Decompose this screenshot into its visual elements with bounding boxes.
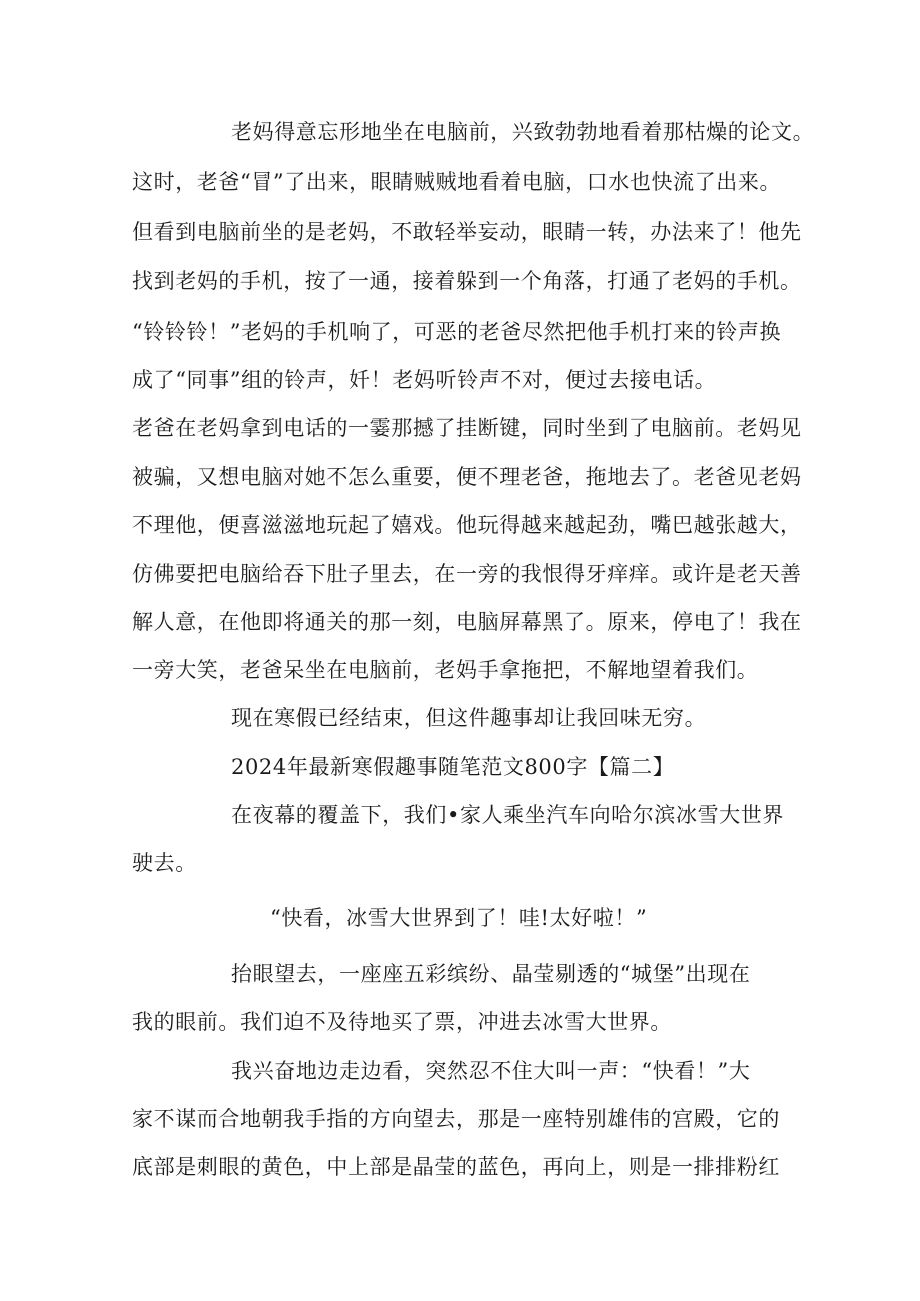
paragraph-line: 这时，老爸“冒”了出来，眼睛贼贼地看着电脑，口水也快流了出来。 bbox=[132, 170, 782, 194]
paragraph-line: 现在寒假已经结束，但这件趣事却让我回味无穷。 bbox=[231, 706, 707, 730]
quote-line: “快看，冰雪大世界到了！哇!太好啦！” bbox=[270, 906, 648, 930]
paragraph-line: 不理他，便喜滋滋地玩起了嬉戏。他玩得越来越起劲，嘴巴越张越大， bbox=[132, 513, 802, 537]
paragraph-line: “铃铃铃！”老妈的手机响了，可恶的老爸尽然把他手机打来的铃声换 bbox=[132, 320, 782, 344]
section-heading: 2024年最新寒假趣事随笔范文800字【篇二】 bbox=[231, 755, 675, 779]
paragraph-line: 解人意，在他即将通关的那一刻，电脑屏幕黑了。原来，停电了！我在 bbox=[132, 610, 802, 634]
paragraph-line: 抬眼望去，一座座五彩缤纷、晶莹剔透的“城堡”出现在 bbox=[231, 962, 751, 986]
paragraph-line: 但看到电脑前坐的是老妈，不敢轻举妄动，眼睛一转，办法来了！他先 bbox=[132, 220, 802, 244]
paragraph-line: 找到老妈的手机，按了一通，接着躲到一个角落，打通了老妈的手机。 bbox=[132, 269, 802, 293]
paragraph-line: 底部是刺眼的黄色，中上部是晶莹的蓝色，再向上，则是一排排粉红 bbox=[132, 1155, 780, 1179]
paragraph-line: 一旁大笑，老爸呆坐在电脑前，老妈手拿拖把，不解地望着我们。 bbox=[132, 658, 759, 682]
paragraph-line: 仿佛要把电脑给吞下肚子里去，在一旁的我恨得牙痒痒。或许是老天善 bbox=[132, 562, 802, 586]
paragraph-line: 老妈得意忘形地坐在电脑前，兴致勃勃地看着那枯燥的论文。 bbox=[231, 120, 815, 144]
paragraph-line: 我的眼前。我们迫不及待地买了票，冲进去冰雪大世界。 bbox=[132, 1010, 672, 1034]
paragraph-line: 被骗，又想电脑对她不怎么重要，便不理老爸，拖地去了。老爸见老妈 bbox=[132, 465, 802, 489]
paragraph-line: 驶去。 bbox=[132, 851, 197, 875]
paragraph-line: 在夜幕的覆盖下，我们•家人乘坐汽车向哈尔滨冰雪大世界 bbox=[231, 803, 784, 827]
paragraph-line: 成了“同事”组的铃声，奷！老妈听铃声不对，便过去接电话。 bbox=[132, 368, 717, 392]
paragraph-line: 老爸在老妈拿到电话的一霎那撼了挂断键，同时坐到了电脑前。老妈见 bbox=[132, 416, 802, 440]
paragraph-line: 我兴奋地边走边看，突然忍不住大叫一声：“快看！”大 bbox=[231, 1059, 751, 1083]
paragraph-line: 家不谋而合地朝我手指的方向望去，那是一座特别雄伟的宫殿，它的 bbox=[132, 1107, 780, 1131]
